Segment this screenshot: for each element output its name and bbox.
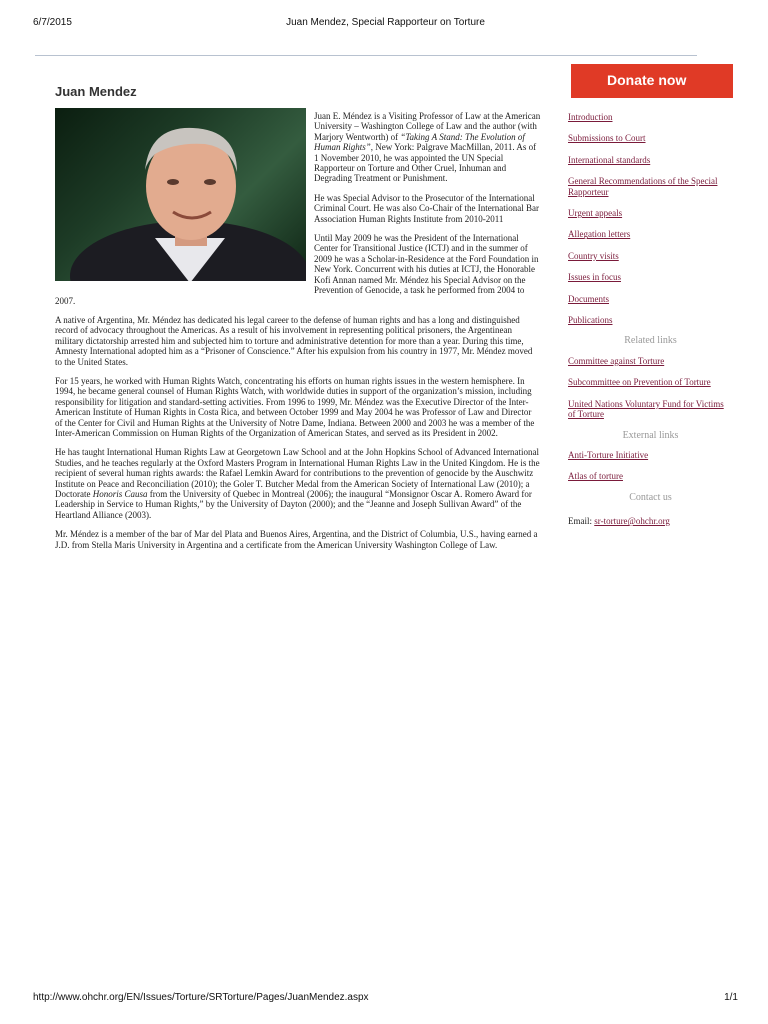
bio-paragraph-7: Mr. Méndez is a member of the bar of Mar del Plata and Buenos Aires, Argentina, and the District of Columbia, U.S., having earned a J.D. from Stella Maris University in Argentina and a certificate from the American University Washington College of Law. [55,529,538,550]
external-links-heading: External links [622,429,679,441]
bio-text: from the University of Quebec in Montreal (2006); the inaugural “Monsignor Oscar A. Romero Award for Leadership in Service to Human Rights,” by the University of Dayton (2000); and the “Jeanne and Joseph Sullivan Award” of the Heartland Alliance (2003). [55,489,532,520]
bio-text: Juan E. Méndez is a Visiting Professor of Law at the American University – Washington College of Law and the author (with Marjory Wentworth) of [314,111,541,142]
print-page-number: 1/1 [724,992,738,1003]
contact-email-label: Email: [568,516,595,527]
sidebar-link-submissions-to-court[interactable]: Submissions to Court [568,133,646,144]
related-link-committee-against-torture[interactable]: Committee against Torture [568,355,665,366]
sidebar-nav [568,112,733,325]
contact-email-line [568,516,733,526]
external-link-anti-torture-initiative[interactable]: Anti-Torture Initiative [568,449,649,460]
bio-text: He has taught International Human Rights Law at Georgetown Law School and at the John Hopkins School of Advanced International Studies, and he teaches regularly at the Oxford Masters Program in International Human Rights Law in the United Kingdom. He is the recipient of several human rights awards: the Rafael Lemkin Award for contributions to the prevention of genocide by the Auschwitz Institute on Peace and Reconciliation (2010); the Goler T. Butcher Medal from the American Society of International Law (2010); a Doctorate [55,447,540,499]
bio-text: , New York: Palgrave MacMillan, 2011. As of 1 November 2010, he was appointed the UN Special Rapporteur on Torture and Other Cruel, Inhuman and Degrading Treatment or Punishment. [314,142,537,184]
print-title: Juan Mendez, Special Rapporteur on Torture [286,17,485,28]
related-links-heading: Related links [624,335,677,347]
donate-label: Donate now [607,72,687,88]
bio-paragraph-2: He was Special Advisor to the Prosecutor of the International Criminal Court. He was also Co-Chair of the International Bar Association Human Rights Institute from 2010-2011 [314,192,539,224]
sidebar-link-general-recommendations[interactable]: General Recommendations of the Special Rapporteur [568,176,718,197]
bio-paragraph-5: For 15 years, he worked with Human Rights Watch, concentrating his efforts on human rights issues in the western hemisphere. In 1994, he became general counsel of Human Rights Watch, with worldwide duties in support of the organization’s mission, including responsibility for litigation and standard-setting activities. From 1996 to 1999, Mr. Méndez was the Executive Director of the Inter-American Institute of Human Rights in Costa Rica, and between October 1999 and May 2004 he was Professor of Law and Director of the Center for Civil and Human Rights at the University of Notre Dame, Indiana. Between 2000 and 2003 he was a member of the Inter-American Commission on Human Rights of the Organization of American States, and served as its President in 2002. [55,375,535,438]
bio-paragraph-3: Until May 2009 he was the President of the International Center for Transitional Justice (ICTJ) and in the summer of 2009 he was a Scholar-in-Residence at the Ford Foundation in New York. Concurrent with his duties at ICTJ, the Honorable Kofi Annan named Mr. Méndez his Special Advisor on the Prevention of Genocide, a task he performed from 2004 to 2007. [55,233,539,306]
biography-article [55,111,541,559]
bio-paragraph-4: A native of Argentina, Mr. Méndez has dedicated his legal career to the defense of human rights and has a long and distinguished record of advocacy throughout the Americas. As a result of his involvement in representing political prisoners, the Argentinean military dictatorship arrested him and subjected him to torture and administrative detention for more than a year. During this time, Amnesty International adopted him as a “Prisoner of Conscience.” After his expulsion from his country in 1977, Mr. Méndez moved to the United States. [55,314,533,367]
print-url: http://www.ohchr.org/EN/Issues/Torture/SRTorture/Pages/JuanMendez.aspx [33,992,369,1003]
related-link-subcommittee[interactable]: Subcommittee on Prevention of Torture [568,377,711,388]
sidebar-link-introduction[interactable]: Introduction [568,112,613,122]
bio-paragraph-6 [55,447,541,520]
contact-heading: Contact us [629,491,672,503]
sidebar-link-publications[interactable]: Publications [568,315,613,326]
sidebar-link-urgent-appeals[interactable]: Urgent appeals [568,208,623,219]
print-footer [33,992,738,1006]
sidebar-link-allegation-letters[interactable]: Allegation letters [568,229,631,240]
header-divider [35,55,697,56]
sidebar-link-international-standards[interactable]: International standards [568,154,651,165]
page-title: Juan Mendez [55,84,137,99]
honoris-causa: Honoris Causa [92,489,148,499]
sidebar-link-documents[interactable]: Documents [568,293,609,304]
sidebar-link-country-visits[interactable]: Country visits [568,250,619,261]
sidebar-link-issues-in-focus[interactable]: Issues in focus [568,272,621,283]
donate-button[interactable] [571,64,733,98]
print-header [33,17,738,31]
print-date: 6/7/2015 [33,17,72,28]
book-title: “Taking A Stand: The Evolution of Human Rights” [314,131,525,153]
contact-email-link[interactable]: sr-torture@ohchr.org [594,516,670,527]
external-link-atlas-of-torture[interactable]: Atlas of torture [568,471,623,482]
sidebar [568,112,733,527]
photo-spacer [55,111,314,286]
related-link-voluntary-fund[interactable]: United Nations Voluntary Fund for Victims of Torture [568,398,724,420]
